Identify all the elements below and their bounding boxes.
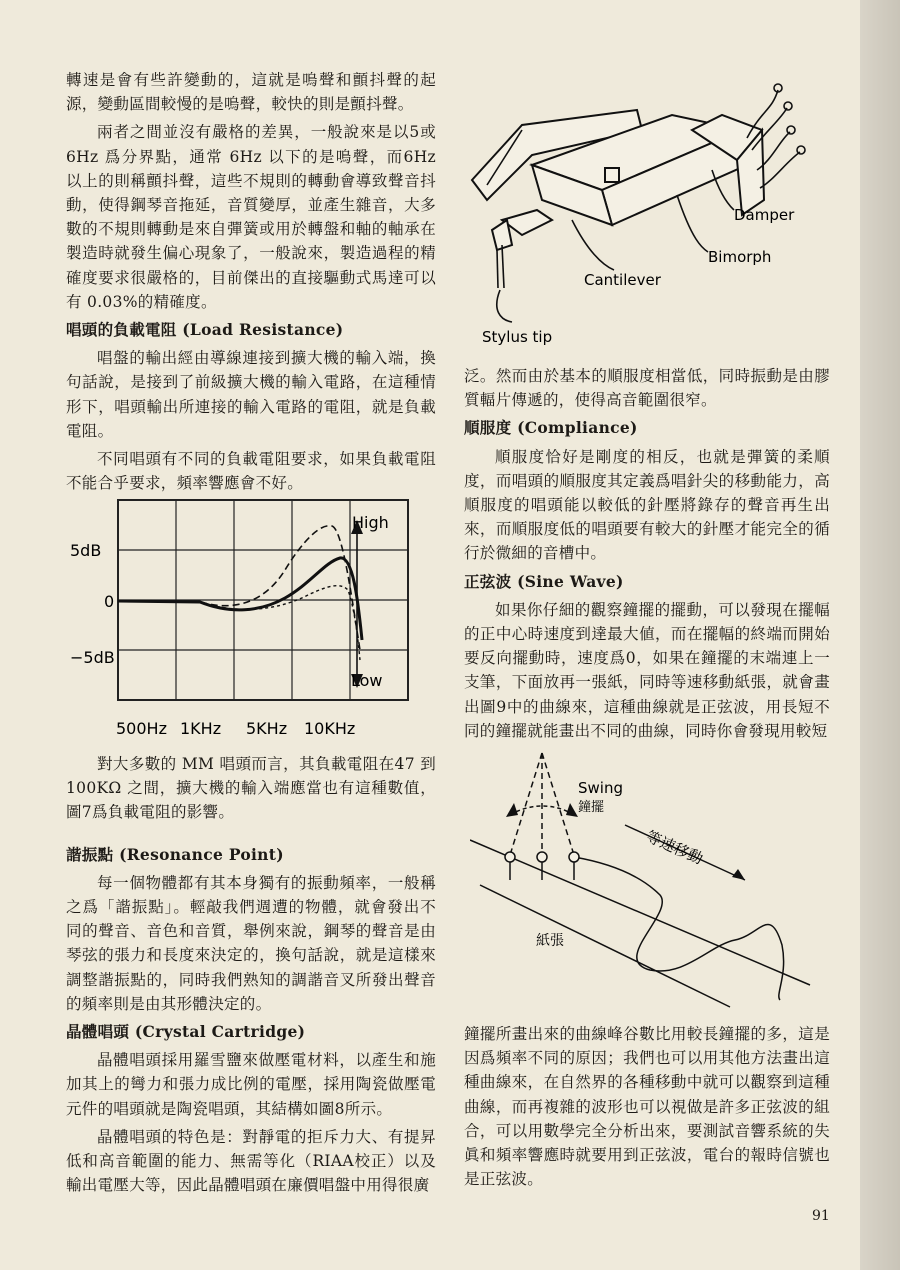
right-column [464, 364, 830, 747]
page-number: 91 [812, 1208, 830, 1224]
curve-low [200, 586, 360, 660]
heading-resonance-point: 諧振點 (Resonance Point) [66, 844, 284, 864]
paragraph: 如果你仔細的觀察鐘擺的擺動，可以發現在擺幅的正中心時速度到達最大値，而在擺幅的終端而開始要反向擺動時，速度爲0，如果在鐘擺的末端連上一支筆，下面放再一張紙，同時等速移動紙張，就會畫出圖9中的曲線來，這種曲線就是正弦波，用長短不同的鐘擺就能畫出不同的曲線，同時你會發現用較短 [464, 600, 830, 740]
paragraph: 兩者之間並沒有嚴格的差異，一般說來是以5或6Hz 爲分界點，通常 6Hz 以下的是嗚聲，而6Hz 以上的則稱顫抖聲，這些不規則的轉動會導致聲音抖動，使得鋼琴音拖延，音質變厚，並產生雜音，大多數的不規則轉動是來自彈簧或用於轉盤和軸的軸承在製造時就發生偏心現象了，一般說來，製造過程的精確度要求很嚴格的，目前傑出的直接驅動式馬達可以有 0.03%的精確度。 [66, 123, 436, 311]
paragraph: 不同唱頭有不同的負載電阻要求，如果負載電阻不能合乎要求，頻率響應會不好。 [66, 450, 436, 493]
paragraph: 對大多數的 MM 唱頭而言，其負載電阻在47 到 100KΩ 之間，擴大機的輸入端應當也有這種數值，圖7爲負載電阻的影響。 [66, 755, 436, 822]
left-column [66, 68, 436, 499]
paragraph: 泛。然而由於基本的順服度相當低，同時振動是由膠質輻片傳遞的，使得高音範圍很窄。 [464, 367, 830, 410]
paragraph: 轉速是會有些許變動的，這就是嗚聲和顫抖聲的起源，變動區間較慢的是嗚聲，較快的則是顫抖聲。 [66, 71, 436, 114]
y-label: 0 [104, 592, 115, 611]
y-label: 5dB [70, 541, 102, 560]
right-column-lower [464, 1022, 830, 1195]
label-high: High [352, 513, 389, 532]
paragraph: 晶體唱頭的特色是：對靜電的拒斥力大、有提昇低和高音範圍的能力、無需等化（RIAA校正）以及輸出電壓大等，因此晶體唱頭在廉價唱盤中用得很廣 [66, 1127, 436, 1195]
label-stylus-tip: Stylus tip [482, 328, 553, 346]
x-label: 5KHz [246, 719, 288, 738]
heading-compliance: 順服度 (Compliance) [464, 418, 638, 438]
figure-9-pendulum [470, 745, 820, 1019]
curve-mid [118, 558, 362, 640]
paragraph: 順服度恰好是剛度的相反，也就是彈簧的柔順度，而唱頭的順服度其定義爲唱針尖的移動能力，高順服度的唱頭能以較低的針壓將錄存的聲音再生出來，而順服度低的唱頭要有較大的針壓才能完全的循行於微細的音槽中。 [464, 447, 830, 563]
x-label: 500Hz [116, 719, 167, 738]
heading-sine-wave: 正弦波 (Sine Wave) [464, 571, 624, 591]
label-swing: Swing [578, 779, 623, 797]
left-column-lower [66, 752, 436, 1201]
paragraph: 鐘擺所畫出來的曲線峰谷數比用較長鐘擺的多，這是因爲頻率不同的原因；我們也可以用其他方法畫出這種曲線來，在自然界的各種移動中就可以觀察到這種曲線，而再複雜的波形也可以視做是許多正弦波的組合，可以用數學完全分析出來，要測試音響系統的失眞和頻率響應時就要用到正弦波，電台的報時信號也是正弦波。 [464, 1025, 830, 1189]
label-low: Low [351, 671, 383, 690]
x-label: 10KHz [304, 719, 356, 738]
label-cantilever: Cantilever [584, 271, 661, 289]
figure-8-cartridge [462, 70, 832, 359]
figure-7-load-response [70, 490, 420, 749]
heading-crystal-cartridge: 晶體唱頭 (Crystal Cartridge) [66, 1022, 306, 1042]
paragraph: 唱盤的輸出經由導線連接到擴大機的輸入端，換句話說，是接到了前級擴大機的輸入電路，在這種情形下，唱頭輸出所連接的輸入電路的電阻，就是負載電阻。 [66, 349, 436, 440]
label-swing-zh: 鐘擺 [578, 800, 605, 815]
label-constant-speed: 等速移動 [643, 827, 706, 869]
paragraph: 每一個物體都有其本身獨有的振動頻率，一般稱之爲「諧振點」。輕敲我們週遭的物體，就會發出不同的聲音、音色和音質，舉例來說，鋼琴的聲音是由琴弦的張力和長度來決定的，換句話說，就是這樣來調整諧振點的，同時我們熟知的調諧音叉所發出聲音的頻率則是由其形體決定的。 [66, 873, 436, 1013]
label-damper: Damper [734, 206, 795, 224]
y-label: −5dB [70, 648, 115, 667]
page-edge [860, 0, 900, 1270]
label-bimorph: Bimorph [708, 248, 772, 266]
heading-load-resistance: 唱頭的負載電阻 (Load Resistance) [66, 320, 344, 340]
x-label: 1KHz [180, 719, 222, 738]
curve-high [200, 526, 360, 650]
label-paper: 紙張 [536, 933, 564, 949]
paragraph: 晶體唱頭採用羅雪鹽來做壓電材料，以產生和施加其上的彎力和張力成比例的電壓，採用陶瓷做壓電元件的唱頭就是陶瓷唱頭，其結構如圖8所示。 [66, 1051, 436, 1118]
